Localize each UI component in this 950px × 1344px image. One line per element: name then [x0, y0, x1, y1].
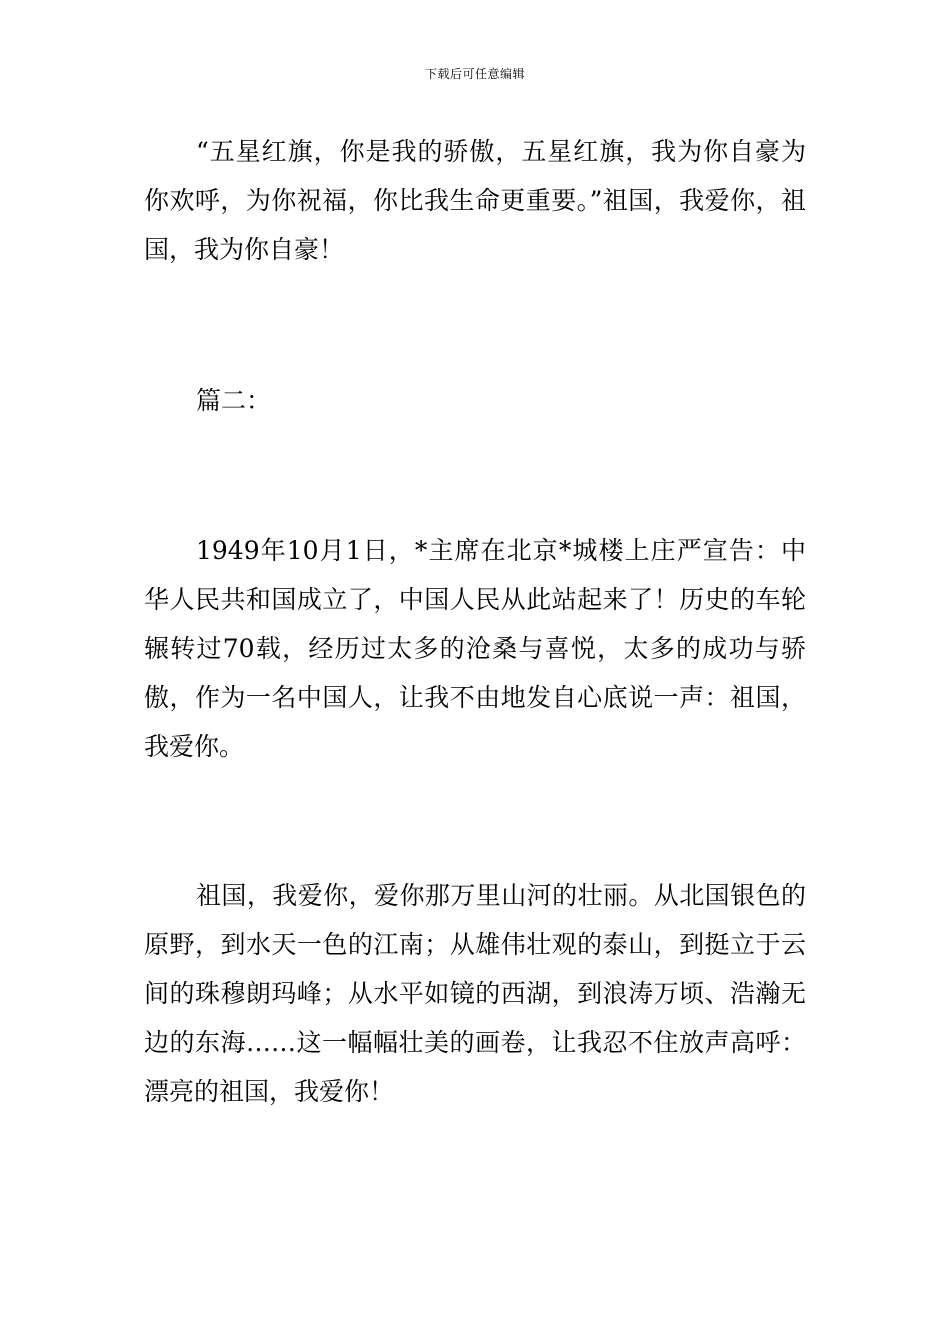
paragraph-landscapes: 祖国，我爱你，爱你那万里山河的壮丽。从北国银色的原野，到水天一色的江南；从雄伟壮观的泰山，到挺立于云间的珠穆朗玛峰；从水平如镜的西湖，到浪涛万顷、浩瀚无边的东海……这一幅幅壮美的画卷，让我忍不住放声高呼：漂亮的祖国，我爱你！	[144, 881, 806, 1106]
section-heading-part-two: 篇二：	[196, 386, 272, 415]
page-header-note: 下载后可任意编辑	[424, 67, 525, 81]
paragraph-flag-song: “五星红旗，你是我的骄傲，五星红旗，我为你自豪为你欢呼，为你祝福，你比我生命更重要。”祖国，我爱你，祖国，我为你自豪！	[144, 137, 806, 264]
paragraph-founding-1949: 1949年10月1日，*主席在北京*城楼上庄严宣告：中华人民共和国成立了，中国人民从此站起来了！历史的车轮辗转过70载，经历过太多的沧桑与喜悦，太多的成功与骄傲，作为一名中国人，让我不由地发自心底说一声：祖国，我爱你。	[144, 536, 806, 761]
